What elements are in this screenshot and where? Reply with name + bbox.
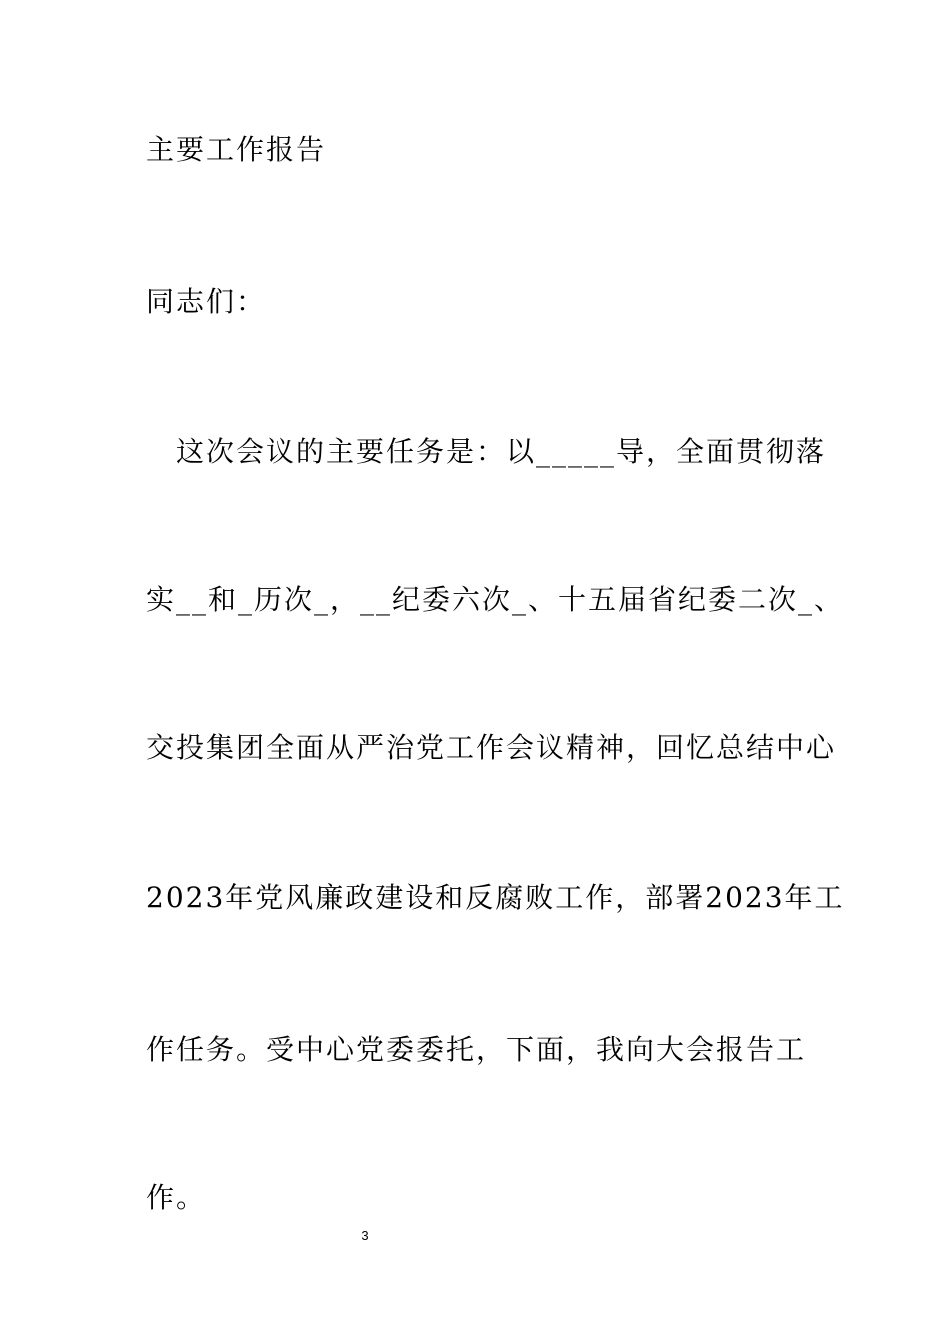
salutation: 同志们：: [146, 285, 267, 318]
document-title: 主要工作报告: [146, 133, 327, 166]
paragraph-line-3: 交投集团全面从严治党工作会议精神，回忆总结中心: [146, 731, 837, 764]
paragraph-line-1: 这次会议的主要任务是：以_____导，全面贯彻落: [146, 435, 827, 468]
page-number: 3: [361, 1228, 369, 1243]
paragraph-line-2: 实__和_历次_，__纪委六次_、十五届省纪委二次_、: [146, 583, 845, 616]
paragraph-line-4: 2023年党风廉政建设和反腐败工作，部署2023年工: [146, 881, 845, 914]
paragraph-line-6: 作。: [146, 1181, 207, 1214]
paragraph-line-5: 作任务。受中心党委委托，下面，我向大会报告工: [146, 1033, 807, 1066]
